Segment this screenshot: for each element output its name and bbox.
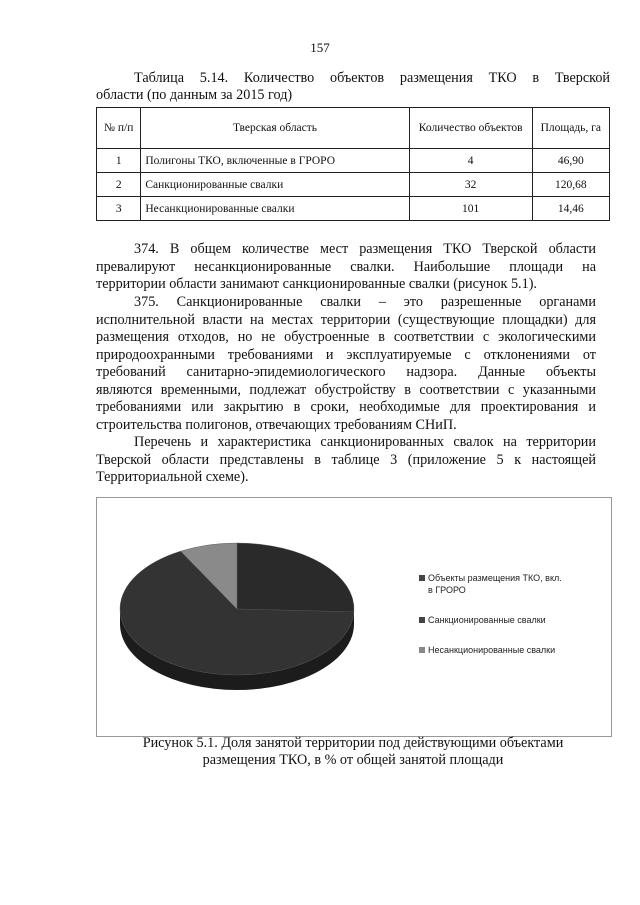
table-caption-line-1: Таблица 5.14. Количество объектов размещения ТКО в Тверской (134, 70, 610, 86)
figure-caption (96, 735, 610, 769)
legend-swatch (419, 617, 425, 623)
text-line: территории области занимают санкционированные свалки (рисунок 5.1). (96, 276, 537, 292)
header-count: Количество объектов (409, 108, 532, 149)
text-line: исполнительной власти на местах территории (существующие площадки) для (96, 311, 596, 328)
paragraph-374 (96, 241, 596, 294)
row-area: 14,46 (532, 197, 609, 221)
text-line: 375. Санкционированные свалки – это разрешенные органами (134, 294, 596, 310)
legend-item (419, 644, 599, 656)
text-line: Тверской области представлены в таблице 3 (приложение 5 к настоящей (96, 451, 596, 468)
table-header-row (97, 108, 610, 149)
header-region: Тверская область (141, 108, 409, 149)
pie-slice (237, 543, 354, 612)
header-number: № п/п (97, 108, 141, 149)
text-line: Территориальной схеме). (96, 469, 249, 485)
legend-swatch (419, 647, 425, 653)
legend-label: Санкционированные свалки (428, 615, 546, 625)
text-line: превалируют несанкционированные свалки. Наибольшие площади на (96, 258, 596, 275)
legend-label: Объекты размещения ТКО, вкл. (428, 573, 562, 583)
table-caption (96, 70, 610, 104)
legend-label-continued: в ГРОРО (428, 585, 466, 595)
text-line: Перечень и характеристика санкционированных свалок на территории (134, 434, 596, 450)
figure-caption-line-1: Рисунок 5.1. Доля занятой территории под действующими объектами (142, 735, 564, 751)
table-caption-line-2: области (по данным за 2015 год) (96, 87, 293, 103)
text-line: требований санитарно-эпидемиологического надзора. Данные объекты (96, 364, 596, 380)
legend-swatch (419, 575, 425, 581)
table-row (97, 197, 610, 221)
text-line: требованиями или закрытию в сроки, необходимые для проектирования и (96, 399, 596, 415)
text-line: природоохранными требованиями и эксплуатируемые с отклонениями от (96, 346, 596, 363)
row-count: 32 (409, 173, 532, 197)
figure-caption-line-2: размещения ТКО, в % от общей занятой площади (202, 752, 504, 768)
row-number: 3 (97, 197, 141, 221)
text-line: 374. В общем количестве мест размещения ТКО Тверской области (134, 241, 596, 257)
row-name: Несанкционированные свалки (141, 197, 409, 221)
paragraph-list (96, 434, 596, 487)
row-count: 101 (409, 197, 532, 221)
text-line: строительства полигонов, отвечающих требованиям СНиП. (96, 416, 457, 433)
row-area: 46,90 (532, 149, 609, 173)
row-count: 4 (409, 149, 532, 173)
table-row (97, 173, 610, 197)
objects-table (96, 107, 610, 221)
legend-item (419, 614, 599, 626)
chart-legend (419, 572, 599, 674)
page-number: 157 (310, 40, 330, 55)
row-name: Полигоны ТКО, включенные в ГРОРО (141, 149, 409, 173)
legend-item (419, 572, 599, 596)
text-line: размещения отходов, но не обустроенные в соответствии с экологическими (96, 329, 596, 345)
pie-chart (96, 497, 612, 737)
table-row (97, 149, 610, 173)
header-area: Площадь, га (532, 108, 609, 149)
row-area: 120,68 (532, 173, 609, 197)
row-name: Санкционированные свалки (141, 173, 409, 197)
paragraph-375 (96, 294, 596, 434)
row-number: 2 (97, 173, 141, 197)
text-line: являются временными, подлежат обустройству в соответствии с указанными (96, 381, 596, 398)
row-number: 1 (97, 149, 141, 173)
legend-label: Несанкционированные свалки (428, 645, 556, 655)
